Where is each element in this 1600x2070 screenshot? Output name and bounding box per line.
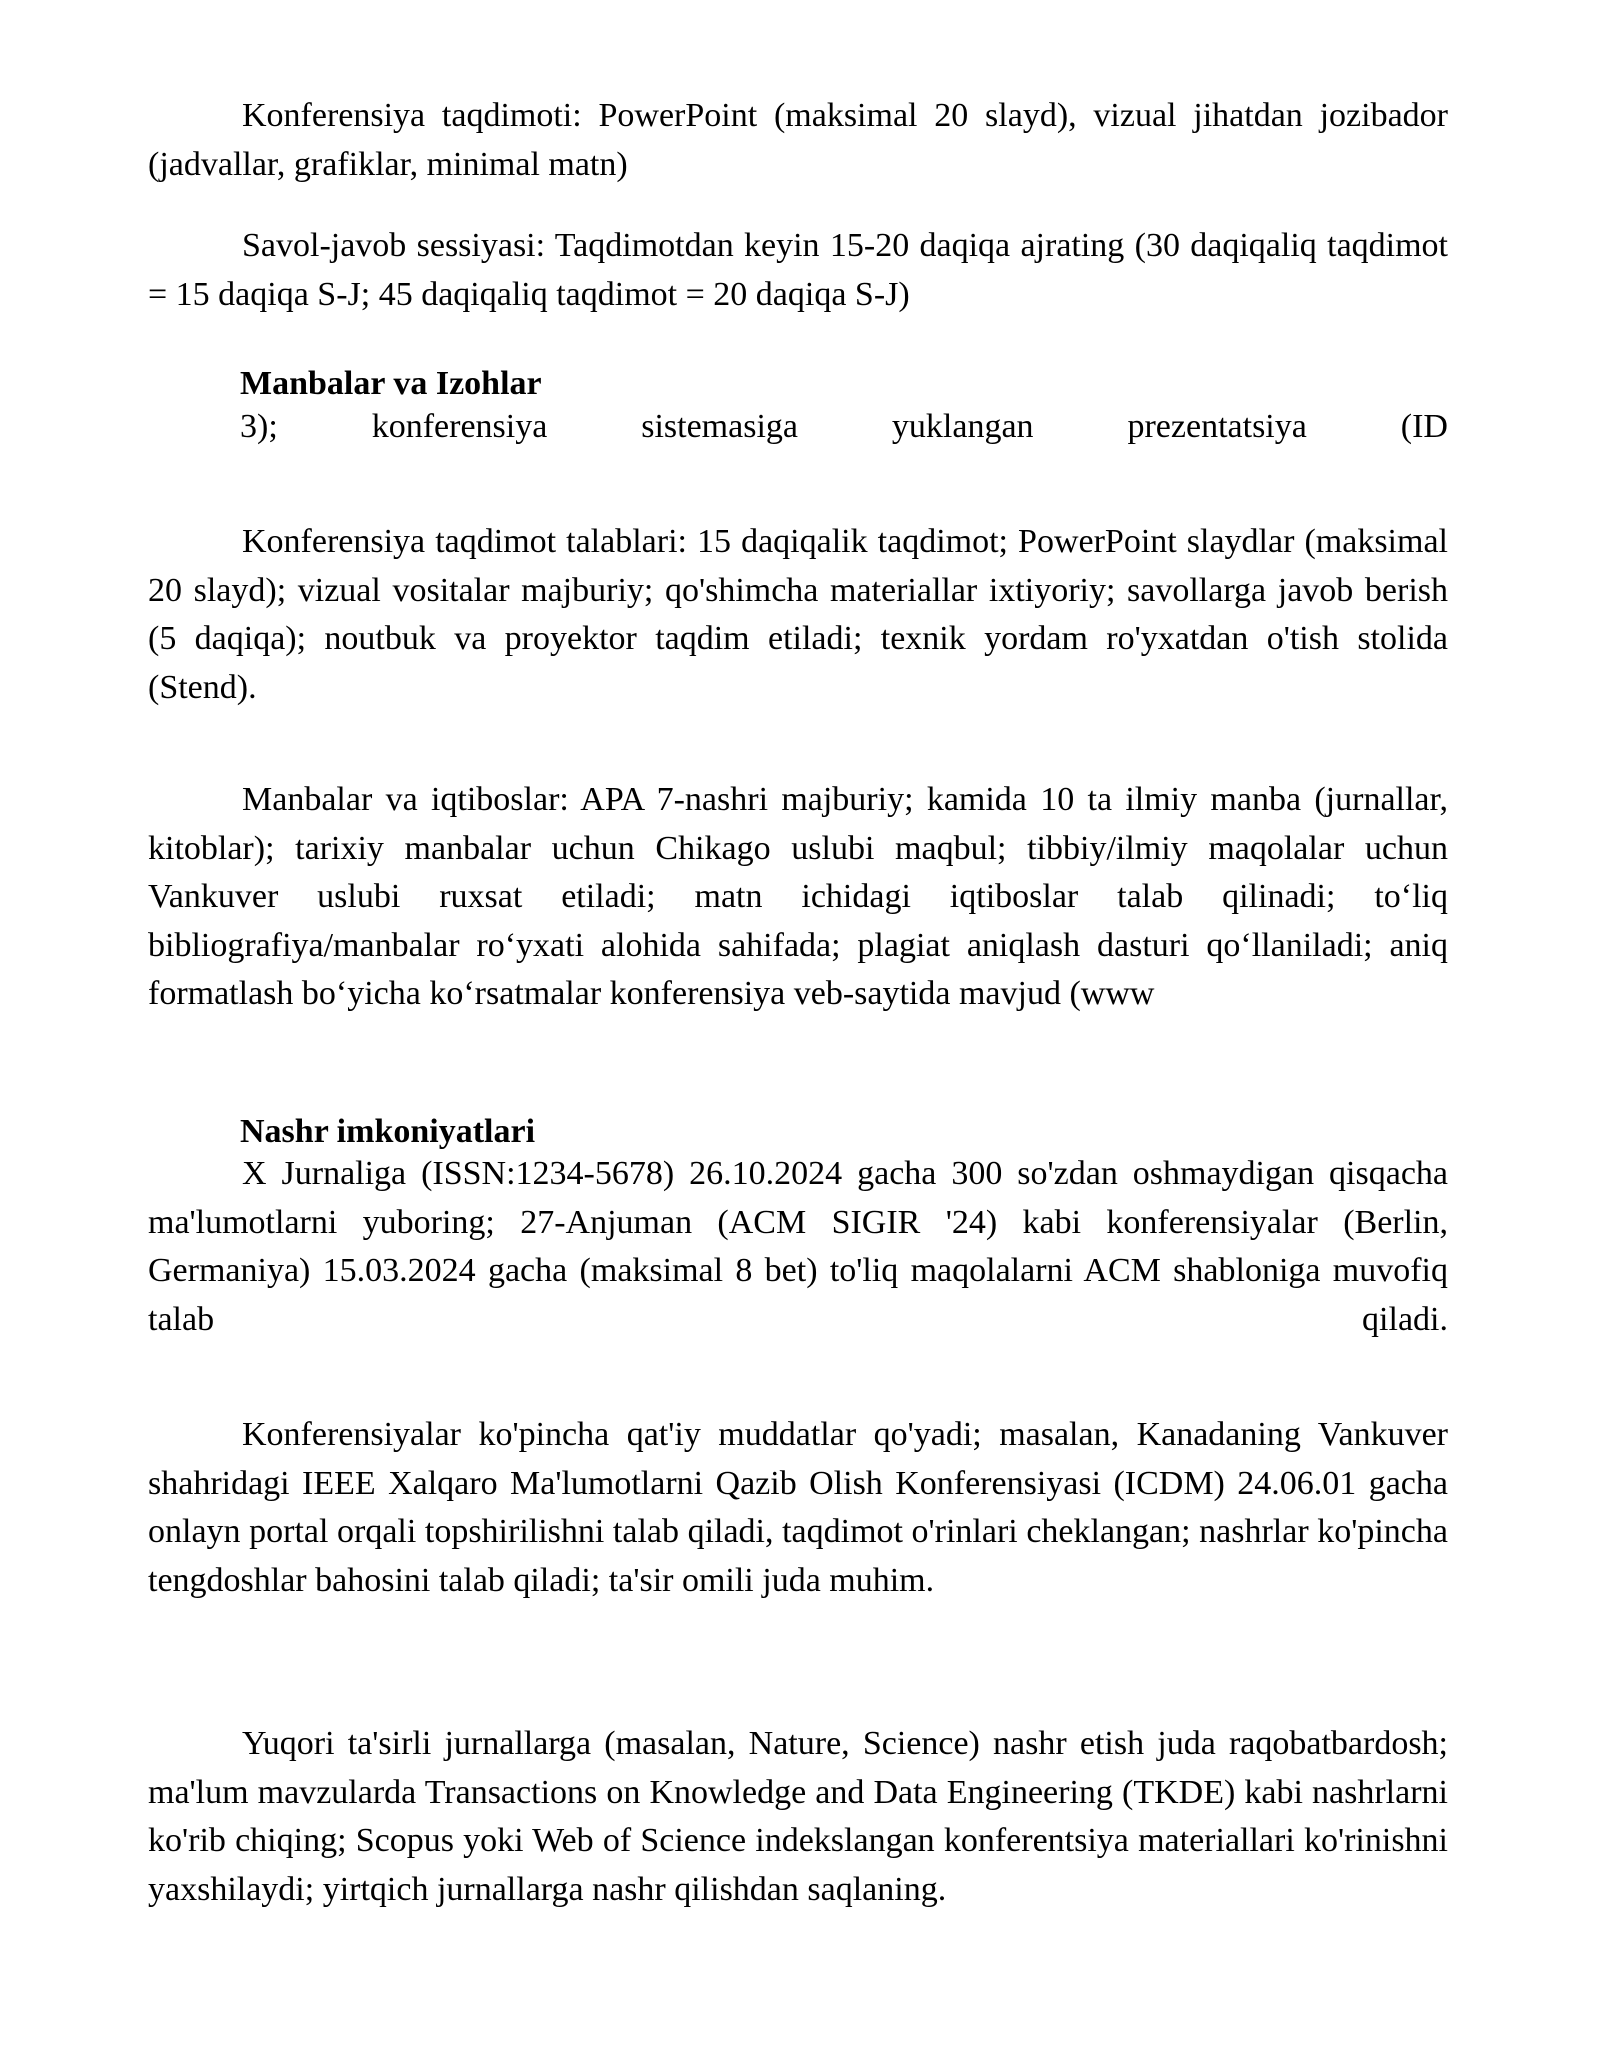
word: konferensiya [371, 408, 548, 445]
paragraph-presentation: Konferensiya taqdimoti: PowerPoint (maksimal 20 slayd), vizual jihatdan jozibador (jadvallar, grafiklar, minimal matn) [148, 97, 1448, 183]
paragraph-requirements: Konferensiya taqdimot talablari: 15 daqiqalik taqdimot; PowerPoint slaydlar (maksimal 20 slayd); vizual vositalar majburiy; qo'shimcha materiallar ixtiyoriy; savollarga javob berish (5 daqiqa); noutbuk va proyektor taqdim etiladi; texnik yordam ro'yxatdan o'tish stolida (Stend). [148, 523, 1448, 706]
paragraph-qa-session: Savol-javob sessiyasi: Taqdimotdan keyin 15-20 daqiqa ajrating (30 daqiqaliq taqdimot = 15 daqiqa S-J; 45 daqiqaliq taqdimot = 20 daqiqa S-J) [148, 227, 1448, 313]
word: 3); [240, 408, 278, 445]
word: prezentatsiya [1127, 408, 1307, 445]
word: sistemasiga [641, 408, 798, 445]
heading-publication: Nashr imkoniyatlari [240, 1113, 536, 1150]
line-after-heading [240, 403, 1448, 451]
word: yuklangan [891, 408, 1034, 445]
word: (ID [1400, 408, 1448, 445]
paragraph-deadlines: Konferensiyalar ko'pincha qat'iy muddatlar qo'yadi; masalan, Kanadaning Vankuver shahridagi IEEE Xalqaro Ma'lumotlarni Qazib Olish Konferensiyasi (ICDM) 24.06.01 gacha onlayn portal orqali topshirilishni talab qiladi, taqdimot o'rinlari cheklangan; nashrlar ko'pincha tengdoshlar bahosini talab qiladi; ta'sir omili juda muhim. [148, 1416, 1448, 1599]
paragraph-citations: Manbalar va iqtiboslar: APA 7-nashri majburiy; kamida 10 ta ilmiy manba (jurnallar, kitoblar); tarixiy manbalar uchun Chikago uslubi maqbul; tibbiy/ilmiy maqolalar uchun Vankuver uslubi ruxsat etiladi; matn ichidagi iqtiboslar talab qilinadi; to‘liq bibliografiya/manbalar ro‘yxati alohida sahifada; plagiat aniqlash dasturi qo‘llaniladi; aniq formatlash bo‘yicha ko‘rsatmalar konferensiya veb-saytida mavjud (www [148, 781, 1448, 1012]
paragraph-publication: X Jurnaliga (ISSN:1234-5678) 26.10.2024 gacha 300 so'zdan oshmaydigan qisqacha ma'lumotlarni yuboring; 27-Anjuman (ACM SIGIR '24) kabi konferensiyalar (Berlin, Germaniya) 15.03.2024 gacha (maksimal 8 bet) to'liq maqolalarni ACM shabloniga muvofiq talab qiladi. [148, 1155, 1448, 1338]
heading-sources-notes: Manbalar va Izohlar [240, 365, 542, 402]
paragraph-journals: Yuqori ta'sirli jurnallarga (masalan, Nature, Science) nashr etish juda raqobatbardosh; ma'lum mavzularda Transactions on Knowledge and Data Engineering (TKDE) kabi nashrlarni ko'rib chiqing; Scopus yoki Web of Science indekslangan konferentsiya materiallari ko'rinishni yaxshilaydi; yirtqich jurnallarga nashr qilishdan saqlaning. [148, 1725, 1448, 1908]
